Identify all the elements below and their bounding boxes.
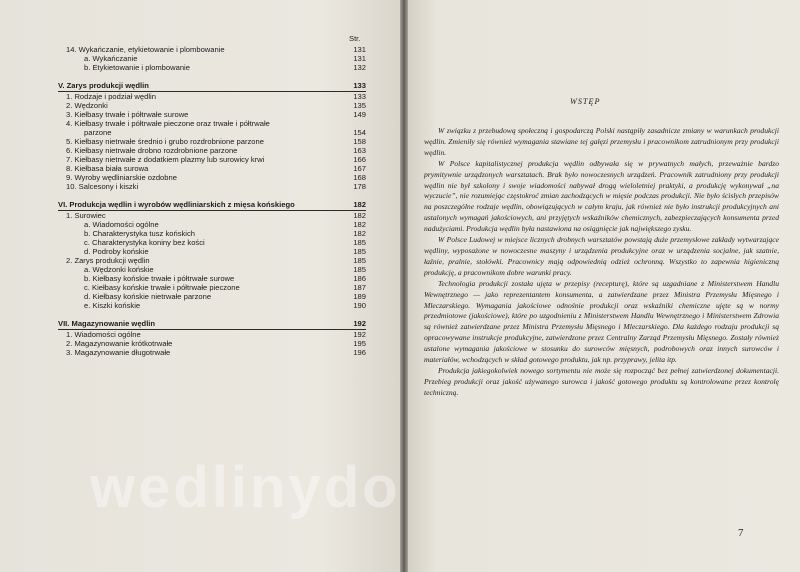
toc-page-number: 190 xyxy=(353,301,366,310)
toc-page-number: 182 xyxy=(353,211,366,220)
toc-entry: 1. Surowiec xyxy=(66,211,106,220)
toc-page-number: 189 xyxy=(353,292,366,301)
paragraph: W związku z przebudową społeczną i gospodarczą Polski nastąpiły zasadnicze zmiany w warunkach produkcji wędlin. Zmieniły się również wymagania stawiane tej gałęzi przemysłu i pracownikom zatrudnionym przy produkcji wędlin. xyxy=(424,126,779,157)
toc-page-number: 192 xyxy=(353,330,366,339)
toc-chapter: V. Zarys produkcji wędlin xyxy=(58,81,149,90)
toc-entry: parzone xyxy=(84,128,112,137)
toc-page-number: 135 xyxy=(353,101,366,110)
toc-chapter: VI. Produkcja wędlin i wyrobów wędliniarskich z mięsa końskiego xyxy=(58,200,295,209)
toc-page-number: 168 xyxy=(353,173,366,182)
section-heading: WSTĘP xyxy=(570,97,601,106)
toc-page-number: 195 xyxy=(353,339,366,348)
toc-entry: b. Kiełbasy końskie trwałe i półtrwałe surowe xyxy=(84,274,235,283)
page-column-header: Str. xyxy=(349,34,361,43)
toc-page-number: 133 xyxy=(353,92,366,101)
toc-entry: c. Charakterystyka koniny bez kości xyxy=(84,238,205,247)
toc-entry: a. Wykańczanie xyxy=(84,54,138,63)
toc-entry: 7. Kiełbasy nietrwałe z dodatkiem plazmy lub surowicy krwi xyxy=(66,155,265,164)
toc-page-number: 185 xyxy=(353,256,366,265)
toc-page-number: 154 xyxy=(353,128,366,137)
toc-page-number: 192 xyxy=(353,319,366,328)
toc-page-number: 132 xyxy=(353,63,366,72)
toc-page-number: 182 xyxy=(353,229,366,238)
toc-page-number: 185 xyxy=(353,238,366,247)
toc-page-number: 182 xyxy=(353,220,366,229)
toc-page-number: 158 xyxy=(353,137,366,146)
toc-entry: 2. Magazynowanie krótkotrwałe xyxy=(66,339,173,348)
book-gutter xyxy=(400,0,408,572)
toc-entry: 5. Kiełbasy nietrwałe średnio i grubo rozdrobnione parzone xyxy=(66,137,264,146)
toc-entry: a. Wiadomości ogólne xyxy=(84,220,159,229)
toc-page-number: 187 xyxy=(353,283,366,292)
toc-entry: d. Podroby końskie xyxy=(84,247,149,256)
toc-entry: 4. Kiełbasy trwałe i półtrwałe pieczone oraz trwałe i półtrwałe xyxy=(66,119,270,128)
toc-page-number: 196 xyxy=(353,348,366,357)
toc-entry: 6. Kiełbasy nietrwałe drobno rozdrobnione parzone xyxy=(66,146,238,155)
toc-entry: 3. Kiełbasy trwałe i półtrwałe surowe xyxy=(66,110,189,119)
toc-entry: e. Kiszki końskie xyxy=(84,301,141,310)
toc-page-number: 131 xyxy=(353,45,366,54)
toc-page-number: 131 xyxy=(353,54,366,63)
toc-page-number: 185 xyxy=(353,247,366,256)
toc-page-number: 133 xyxy=(353,81,366,90)
toc-entry: b. Etykietowanie i plombowanie xyxy=(84,63,190,72)
toc-entry: 1. Wiadomości ogólne xyxy=(66,330,141,339)
toc-entry: d. Kiełbasy końskie nietrwałe parzone xyxy=(84,292,212,301)
toc-entry: b. Charakterystyka tusz końskich xyxy=(84,229,195,238)
toc-page-number: 185 xyxy=(353,265,366,274)
toc-page-number: 186 xyxy=(353,274,366,283)
toc-entry: 2. Zarys produkcji wędlin xyxy=(66,256,150,265)
toc-page-number: 182 xyxy=(353,200,366,209)
toc-entry: 8. Kiełbasa biała surowa xyxy=(66,164,149,173)
paragraph: Technologia produkcji została ujęta w przepisy (recepturę), które są uzgadniane z Ministerstwem Handlu Wewnętrznego — jako reprezentantem konsumenta, a zatwierdzane przez Ministra Przemysłu Mięsnego i Mleczarskiego. Wymagania jakościowe odnośnie produkcji oraz wskaźniki chemiczne ujęte są w normy przedmiotowe (jakościowe), które po uzgodnieniu z Ministerstwem Handlu Wewnętrznego i Ministerstwem Zdrowia są również zatwierdzane przez Ministra Przemysłu Mięsnego i Mleczarskiego. Dla każdego rodzaju produkcji są opracowywane instrukcje produkcyjne, zatwierdzone przez Centralny Zarząd Przemysłu Mięsnego. Zostały również ustalone wymagania jakościowe w stosunku do surowców mięsnych, podrobowych oraz innych surowców i materiałów, wchodzących w skład gotowego produktu, jak np. przyprawy, jelita itp. xyxy=(424,278,779,365)
paragraph: Produkcja jakiegokolwiek nowego sortymentu nie może się rozpocząć bez pełnej zatwierdzonej dokumentacji. Przebieg produkcji oraz jakość używanego surowca i jakość gotowego produktu są kontrolowane przez kontrolę techniczną. xyxy=(424,365,779,397)
paragraph: W Polsce Ludowej w miejsce licznych drobnych warsztatów powstają duże przemysłowe zakłady wytwarzające wędliny, wyposażone w nowoczesne maszyny i urządzenia produkcyjne oraz w urządzenia socjalne, jak szatnie, łaźnie, pralnie, stołówki. Pracownicy mają odpowiednią odzież ochronną. Wszystko to zapewnia higieniczną produkcję, a pracownikom dobre warunki pracy. xyxy=(424,235,779,277)
toc-entry: 10. Salcesony i kiszki xyxy=(66,182,139,191)
toc-entry: 3. Magazynowanie długotrwałe xyxy=(66,348,171,357)
toc-entry: 1. Rodzaje i podział wędlin xyxy=(66,92,156,101)
toc-page-number: 149 xyxy=(353,110,366,119)
toc-page-number: 166 xyxy=(353,155,366,164)
toc-entry: c. Kiełbasy końskie trwałe i półtrwałe pieczone xyxy=(84,283,240,292)
toc-page-number: 178 xyxy=(353,182,366,191)
toc-page-number: 163 xyxy=(353,146,366,155)
toc-entry: 14. Wykańczanie, etykietowanie i plombowanie xyxy=(66,45,225,54)
page-number: 7 xyxy=(738,527,744,539)
toc-page-number: 167 xyxy=(353,164,366,173)
toc-entry: a. Wędzonki końskie xyxy=(84,265,154,274)
toc-chapter: VII. Magazynowanie wędlin xyxy=(58,319,156,328)
introduction-text xyxy=(424,126,779,399)
toc-entry: 9. Wyroby wędliniarskie ozdobne xyxy=(66,173,177,182)
toc-entry: 2. Wędzonki xyxy=(66,101,108,110)
paragraph: W Polsce kapitalistycznej produkcja wędlin odbywała się w prywatnych małych, przeważnie bardzo prymitywnie urządzonych warsztatach. Brak było nowoczesnych urządzeń. Pracownik zatrudniony przy produkcji wędlin nie był szkolony i swoje wiadomości nabywał drogą wieloletniej praktyki, a produkcję wykonywał „na wyczucie”, nie rozumiejąc częstokroć zmian zachodzących w mięsie podczas produkcji. Nie było ścisłych przepisów na poszczególne rodzaje wędlin, obowiązujących w całym kraju, jak również nie było instrukcji produkcyjnych ani ustalonych wymagań jakościowych, ani przyjętych wskaźników chemicznych, zabezpieczających konsumenta przed nadużyciami. Produkcja wędlin była nastawiona na osiągnięcie jak największego zysku. xyxy=(424,158,779,234)
watermark: wedlinydo xyxy=(90,455,401,520)
